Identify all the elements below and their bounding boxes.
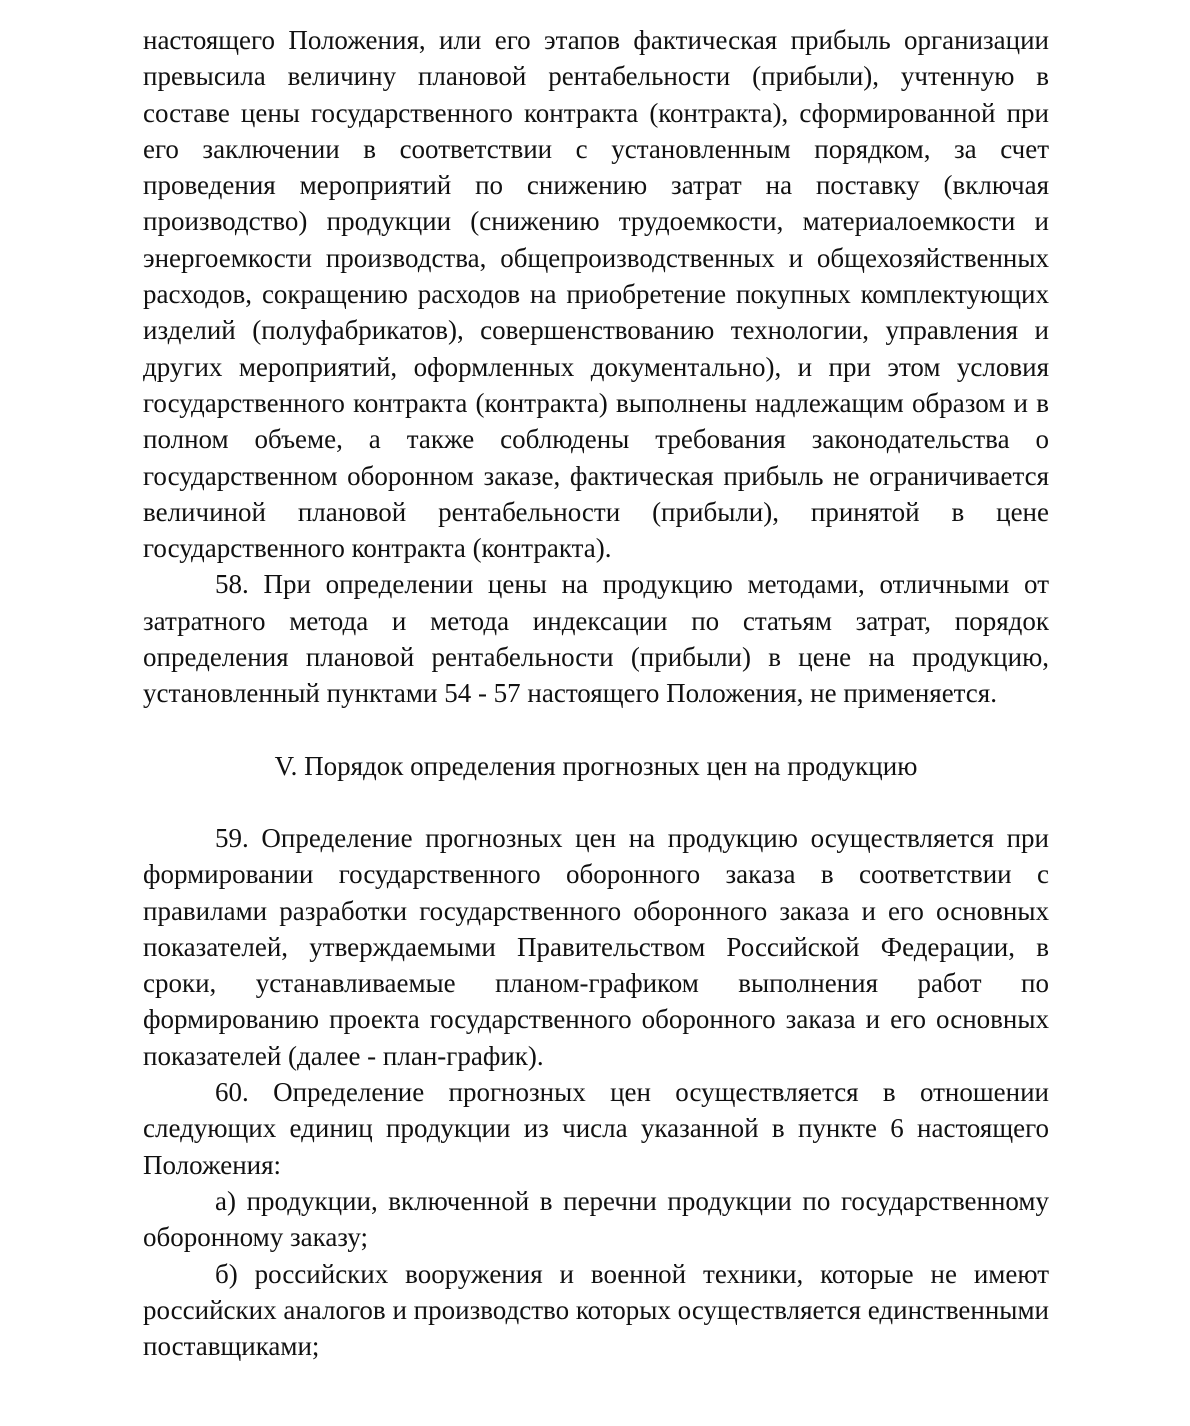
document-page <box>143 22 1049 1364</box>
paragraph-60-item-a: а) продукции, включенной в перечни продукции по государственному оборонному заказу; <box>143 1185 1049 1253</box>
paragraph-57-continuation: настоящего Положения, или его этапов фактическая прибыль организации превысила величину плановой рентабельности (прибыли), учтенную в составе цены государственного контракта (контракта), сформированной при его заключении в соответствии с установленным порядком, за счет проведения мероприятий по снижению затрат на поставку (включая производство) продукции (снижению трудоемкости, материалоемкости и энергоемкости производства, общепроизводственных и общехозяйственных расходов, сокращению расходов на приобретение покупных комплектующих изделий (полуфабрикатов), совершенствованию технологии, управления и других мероприятий, оформленных документально), и при этом условия государственного контракта (контракта) выполнены надлежащим образом и в полном объеме, а также соблюдены требования законодательства о государственном оборонном заказе, фактическая прибыль не ограничивается величиной плановой рентабельности (прибыли), принятой в цене государственного контракта (контракта). <box>143 25 1049 564</box>
paragraph-60-item-b: б) российских вооружения и военной техники, которые не имеют российских аналогов и производство которых осуществляется единственными поставщиками; <box>143 1258 1049 1362</box>
paragraph-58: 58. При определении цены на продукцию методами, отличными от затратного метода и метода индексации по статьям затрат, порядок определения плановой рентабельности (прибыли) в цене на продукцию, установленный пунктами 54 - 57 настоящего Положения, не применяется. <box>143 569 1049 709</box>
paragraph-59: 59. Определение прогнозных цен на продукцию осуществляется при формировании государственного оборонного заказа в соответствии с правилами разработки государственного оборонного заказа и его основных показателей, утверждаемыми Правительством Российской Федерации, в сроки, устанавливаемые планом-графиком выполнения работ по формированию проекта государственного оборонного заказа и его основных показателей (далее - план-график). <box>143 822 1049 1071</box>
paragraph-60: 60. Определение прогнозных цен осуществляется в отношении следующих единиц продукции из числа указанной в пункте 6 настоящего Положения: <box>143 1077 1049 1180</box>
section-heading: V. Порядок определения прогнозных цен на продукцию <box>274 750 918 781</box>
